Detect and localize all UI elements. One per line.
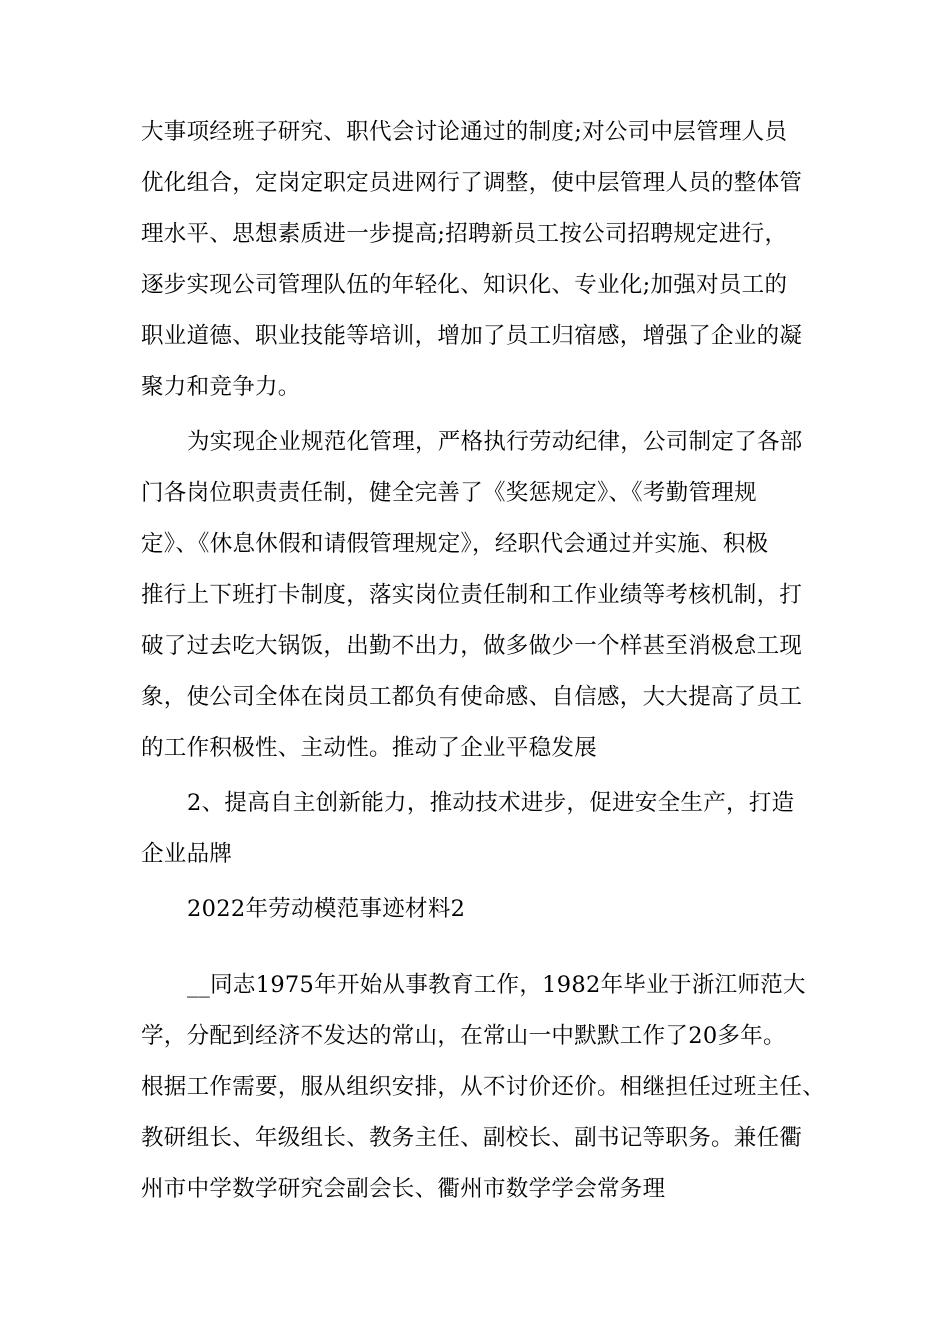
- text-line: 象，使公司全体在岗员工都负有使命感、自信感，大大提高了员工: [141, 684, 803, 710]
- text-line: 聚力和竞争力。: [141, 374, 301, 400]
- text-line: 教研组长、年级组长、教务主任、副校长、副书记等职务。兼任衢: [141, 1125, 803, 1151]
- text-line: 的工作积极性、主动性。推动了企业平稳发展: [141, 735, 598, 761]
- text-line: 逐步实现公司管理队伍的年轻化、知识化、专业化;加强对员工的: [141, 272, 788, 298]
- paragraph-5: [141, 960, 826, 1215]
- document-body: [141, 107, 826, 1215]
- text-line: 学，分配到经济不发达的常山，在常山一中默默工作了20多年。: [141, 1023, 786, 1049]
- text-line: 2、提高自主创新能力，推动技术进步，促进安全生产，打造: [187, 790, 795, 816]
- text-line: 门各岗位职责责任制，健全完善了《奖惩规定》、《考勤管理规: [141, 480, 757, 506]
- section-heading: [141, 884, 826, 935]
- paragraph-1: [141, 107, 826, 413]
- text-line: 破了过去吃大锅饭，出勤不出力，做多做少一个样甚至消极怠工现: [141, 633, 803, 659]
- text-line: __同志1975年开始从事教育工作，1982年毕业于浙江师范大: [187, 972, 806, 998]
- paragraph-3: [141, 778, 826, 880]
- text-line: 推行上下班打卡制度，落实岗位责任制和工作业绩等考核机制，打: [141, 582, 803, 608]
- text-line: 为实现企业规范化管理，严格执行劳动纪律，公司制定了各部: [187, 429, 803, 455]
- text-line: 理水平、思想素质进一步提高;招聘新员工按公司招聘规定进行，: [141, 221, 788, 247]
- text-line: 大事项经班子研究、职代会讨论通过的制度;对公司中层管理人员: [141, 119, 788, 145]
- text-line: 根据工作需要，服从组织安排，从不讨价还价。相继担任过班主任、: [141, 1074, 826, 1100]
- text-line: 职业道德、职业技能等培训，增加了员工归宿感，增强了企业的凝: [141, 323, 803, 349]
- text-line: 州市中学数学研究会副会长、衢州市数学学会常务理: [141, 1176, 666, 1202]
- text-line: 2022年劳动模范事迹材料2: [187, 896, 466, 922]
- text-line: 优化组合，定岗定职定员进网行了调整，使中层管理人员的整体管: [141, 170, 803, 196]
- paragraph-2: [141, 417, 826, 774]
- text-line: 定》、《休息休假和请假管理规定》，经职代会通过并实施、积极: [141, 531, 769, 557]
- text-line: 企业品牌: [141, 841, 233, 867]
